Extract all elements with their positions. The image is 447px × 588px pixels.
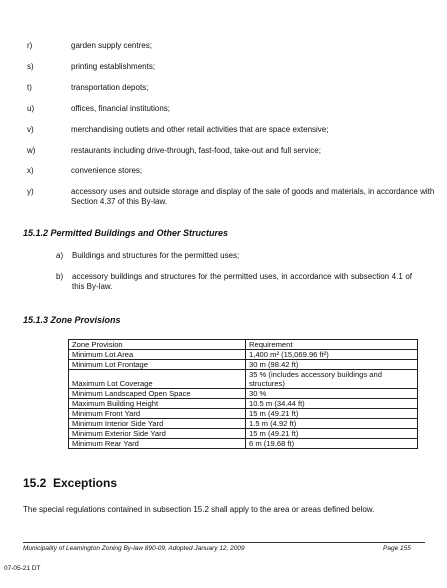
table-row [69,370,418,389]
table-row [69,350,418,360]
table-row [69,389,418,399]
page-number: Page 155 [383,545,411,552]
table-cell: 6 m (19.68 ft) [246,439,418,449]
table-cell: 15 m (49.21 ft) [246,429,418,439]
table-row [69,399,418,409]
table-row [69,439,418,449]
list-marker: u) [27,104,35,113]
table-header-cell: Zone Provision [69,340,246,350]
list-marker: s) [27,62,34,71]
section-title [23,476,117,490]
list-text: transportation depots; [71,83,149,92]
list-text: merchandising outlets and other retail activities that are space extensive; [71,125,329,134]
list-text: printing establishments; [71,62,156,71]
list-text: Buildings and structures for the permitted uses; [72,251,240,260]
table-cell: Minimum Rear Yard [69,439,246,449]
table-cell: Minimum Exterior Side Yard [69,429,246,439]
list-marker: t) [27,83,32,92]
section-number: 15.2 [23,476,47,490]
table-cell: 30 m (98.42 ft) [246,360,418,370]
section-title-text: Exceptions [53,476,118,490]
list-text: offices, financial institutions; [71,104,171,113]
table-cell: Maximum Building Height [69,399,246,409]
list-text: restaurants including drive-through, fast-food, take-out and full service; [71,146,321,155]
list-marker: w) [27,146,36,155]
table-cell: 10.5 m (34.44 ft) [246,399,418,409]
table-cell: 30 % [246,389,418,399]
list-marker: y) [27,187,34,196]
list-marker: v) [27,125,34,134]
section-paragraph: The special regulations contained in subsection 15.2 shall apply to the area or areas defined below. [23,505,375,514]
table-cell: 1,400 m² (15,069.96 ft²) [246,350,418,360]
table-cell: Minimum Interior Side Yard [69,419,246,429]
table-cell: Minimum Front Yard [69,409,246,419]
table-cell: 15 m (49.21 ft) [246,409,418,419]
footer-divider [23,542,425,543]
list-text: accessory uses and outside storage and display of the sale of goods and materials, in accordance with Section 4.37 of this By-law. [71,187,435,206]
list-marker: r) [27,41,33,50]
list-marker: x) [27,166,34,175]
table-cell: Maximum Lot Coverage [69,370,246,389]
table-cell: 35 % (includes accessory buildings and structures) [246,370,418,389]
table-row [69,360,418,370]
table-header-row [69,340,418,350]
list-text: accessory buildings and structures for the permitted uses, in accordance with subsection 4.1 of this By-law. [72,272,412,291]
list-marker: b) [56,272,64,281]
footer-left-text: Municipality of Leamington Zoning By-law 890-09, Adopted January 12, 2009 [23,545,245,552]
section-heading: 15.1.3 Zone Provisions [23,315,121,325]
zone-provisions-table [68,339,418,449]
table-row [69,429,418,439]
table-row [69,409,418,419]
section-heading: 15.1.2 Permitted Buildings and Other Structures [23,228,229,238]
table-cell: Minimum Landscaped Open Space [69,389,246,399]
table-cell: Minimum Lot Area [69,350,246,360]
list-text: garden supply centres; [71,41,152,50]
list-marker: a) [56,251,64,260]
table-row [69,419,418,429]
document-code: 07-05-21 DT [4,565,41,572]
table-cell: 1.5 m (4.92 ft) [246,419,418,429]
table-header-cell: Requirement [246,340,418,350]
list-text: convenience stores; [71,166,143,175]
table-cell: Minimum Lot Frontage [69,360,246,370]
